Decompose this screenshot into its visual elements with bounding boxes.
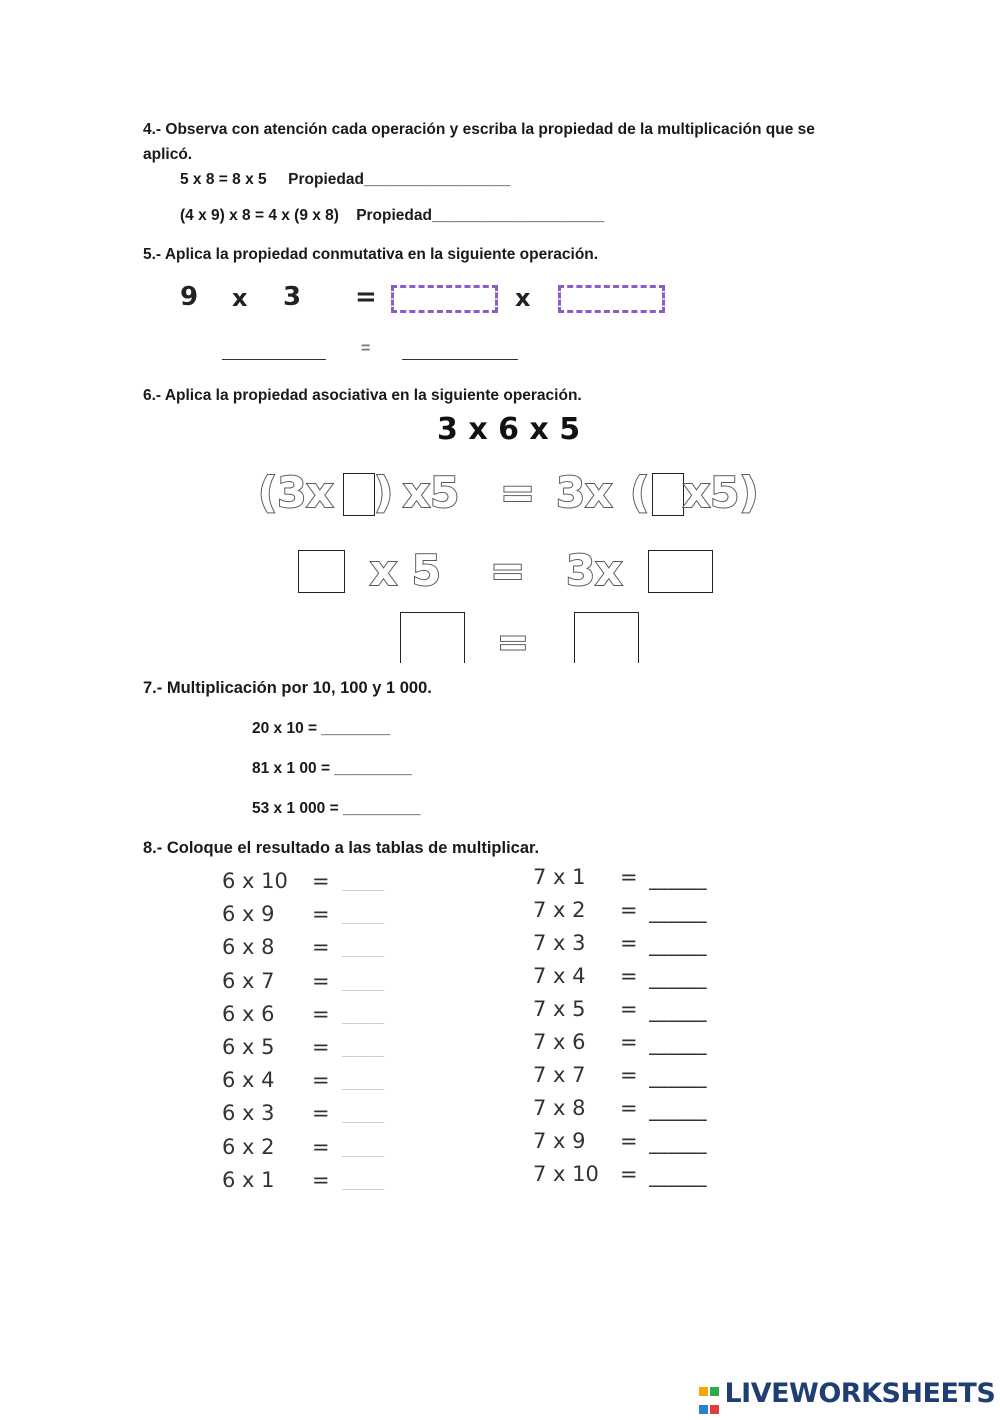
table6-expression: 6 x 6: [222, 1001, 275, 1026]
table6-expression: 6 x 4: [222, 1068, 275, 1093]
q5-title: 5.- Aplica la propiedad conmutativa en la siguiente operación.: [143, 246, 599, 263]
table6-equals: =: [312, 1101, 330, 1126]
table6-answer-blank[interactable]: _____: [342, 875, 385, 891]
table7-expression: 7 x 1: [533, 865, 586, 889]
q4-line-associative: (4 x 9) x 8 = 4 x (9 x 8) Propiedad____________________: [180, 207, 605, 224]
table7-answer-blank[interactable]: ______: [649, 1168, 707, 1187]
table7-equals: =: [620, 1129, 638, 1153]
table6-answer-blank[interactable]: _____: [342, 1041, 385, 1057]
table7-expression: 7 x 8: [533, 1096, 586, 1120]
q6-row3-box-left[interactable]: [400, 612, 465, 663]
q6-title: 6.- Aplica la propiedad asociativa en la siguiente operación.: [143, 387, 582, 404]
q5-result-blank-left[interactable]: [222, 359, 326, 360]
q6-row1-box-left[interactable]: [343, 473, 375, 516]
table7-answer-blank[interactable]: ______: [649, 937, 707, 956]
table7-equals: =: [620, 865, 638, 889]
table6-answer-blank[interactable]: _____: [342, 1173, 385, 1190]
table7-expression: 7 x 2: [533, 898, 586, 922]
q5-answer-box-1[interactable]: [391, 285, 498, 313]
table6-answer-blank[interactable]: _____: [342, 941, 385, 958]
q7-line-1: 20 x 10 = ________: [252, 720, 391, 737]
table6-equals: =: [312, 1068, 330, 1093]
table6-answer-blank[interactable]: _____: [342, 1140, 385, 1157]
table7-equals: =: [620, 898, 638, 922]
q4-title-line1: 4.- Observa con atención cada operación y escriba la propiedad de la multiplicación que se: [143, 121, 815, 138]
table6-equals: =: [312, 1134, 330, 1159]
table6-equals: =: [312, 1167, 330, 1192]
liveworksheets-logo: [698, 1378, 995, 1409]
table6-expression: 6 x 8: [222, 935, 275, 960]
table6-answer-blank[interactable]: _____: [342, 1007, 385, 1024]
logo-text: LIVEWORKSHEETS: [724, 1378, 996, 1409]
q6-row2-3x: 3x: [566, 546, 623, 595]
table6-expression: 6 x 7: [222, 968, 275, 993]
table6-answer-blank[interactable]: _____: [342, 974, 385, 991]
q5-times-sign: x: [232, 284, 248, 312]
table6-expression: 6 x 10: [222, 869, 288, 893]
q7-title: 7.- Multiplicación por 10, 100 y 1 000.: [143, 679, 432, 697]
table6-equals: =: [312, 1001, 330, 1026]
q6-expression: 3 x 6 x 5: [437, 412, 581, 447]
table6-answer-blank[interactable]: _____: [342, 1074, 385, 1091]
table7-answer-blank[interactable]: ______: [649, 1036, 707, 1055]
q6-row1-right-x5: x5): [683, 468, 759, 517]
table7-answer-blank[interactable]: ______: [649, 1102, 707, 1121]
q6-row1-equals: =: [500, 468, 536, 517]
table7-expression: 7 x 10: [533, 1162, 599, 1186]
table7-expression: 7 x 9: [533, 1129, 586, 1153]
q7-line-2: 81 x 1 00 = _________: [252, 760, 412, 777]
q6-row1-right-3x: 3x: [556, 468, 613, 517]
q4-line-commutative: 5 x 8 = 8 x 5 Propiedad_________________: [180, 171, 511, 188]
table6-expression: 6 x 9: [222, 902, 275, 927]
q6-row2-box-left[interactable]: [298, 550, 345, 593]
q5-result-blank-right[interactable]: [402, 359, 518, 360]
table7-answer-blank[interactable]: ______: [649, 904, 707, 923]
table7-equals: =: [620, 1096, 638, 1120]
table7-expression: 7 x 4: [533, 964, 586, 988]
q6-row1-box-right[interactable]: [652, 473, 684, 516]
q6-row2-equals: =: [490, 546, 526, 595]
table6-expression: 6 x 5: [222, 1035, 275, 1059]
table7-expression: 7 x 6: [533, 1030, 586, 1054]
q5-answer-box-2[interactable]: [558, 285, 665, 313]
q6-row1-left-open: (3x: [258, 468, 334, 517]
q5-result-equals: =: [361, 340, 371, 357]
table7-expression: 7 x 3: [533, 931, 586, 955]
q6-row2-box-right[interactable]: [648, 550, 713, 593]
table6-expression: 6 x 2: [222, 1134, 275, 1159]
table6-equals: =: [312, 968, 330, 993]
q5-times-sign-2: x: [515, 284, 531, 312]
table7-equals: =: [620, 1162, 638, 1186]
table7-expression: 7 x 7: [533, 1063, 586, 1087]
table7-answer-blank[interactable]: ______: [649, 970, 707, 989]
q4-title-line2: aplicó.: [143, 146, 193, 163]
q6-row3-equals: =: [497, 620, 529, 664]
q6-row1-left-close: ): [374, 468, 394, 517]
table6-answer-blank[interactable]: _____: [342, 908, 385, 925]
q5-number-3: 3: [283, 282, 302, 312]
table6-equals: =: [312, 935, 330, 960]
table6-equals: =: [312, 1035, 330, 1059]
table7-answer-blank[interactable]: ______: [649, 1069, 707, 1088]
q6-row1-left-x5: x5: [403, 468, 460, 517]
q5-number-9: 9: [180, 282, 199, 312]
table7-answer-blank[interactable]: ______: [649, 1003, 707, 1022]
q6-row1-right-open: (: [630, 468, 650, 517]
table6-answer-blank[interactable]: _____: [342, 1107, 385, 1124]
q6-row3-box-right[interactable]: [574, 612, 639, 663]
table7-expression: 7 x 5: [533, 997, 586, 1021]
q7-line-3: 53 x 1 000 = _________: [252, 800, 421, 817]
q6-row2-x5: x 5: [370, 546, 441, 595]
table7-answer-blank[interactable]: ______: [649, 1135, 707, 1154]
table7-answer-blank[interactable]: ______: [649, 871, 707, 890]
table7-equals: =: [620, 931, 638, 955]
table6-expression: 6 x 3: [222, 1101, 275, 1126]
table6-equals: =: [312, 902, 330, 927]
table7-equals: =: [620, 1030, 638, 1054]
q5-equals-sign: =: [355, 282, 377, 312]
q8-title: 8.- Coloque el resultado a las tablas de multiplicar.: [143, 839, 540, 857]
table7-equals: =: [620, 1063, 638, 1087]
table6-expression: 6 x 1: [222, 1167, 275, 1192]
table6-equals: =: [312, 869, 330, 893]
table7-equals: =: [620, 997, 638, 1021]
table7-equals: =: [620, 964, 638, 988]
logo-squares-icon: [698, 1384, 720, 1406]
